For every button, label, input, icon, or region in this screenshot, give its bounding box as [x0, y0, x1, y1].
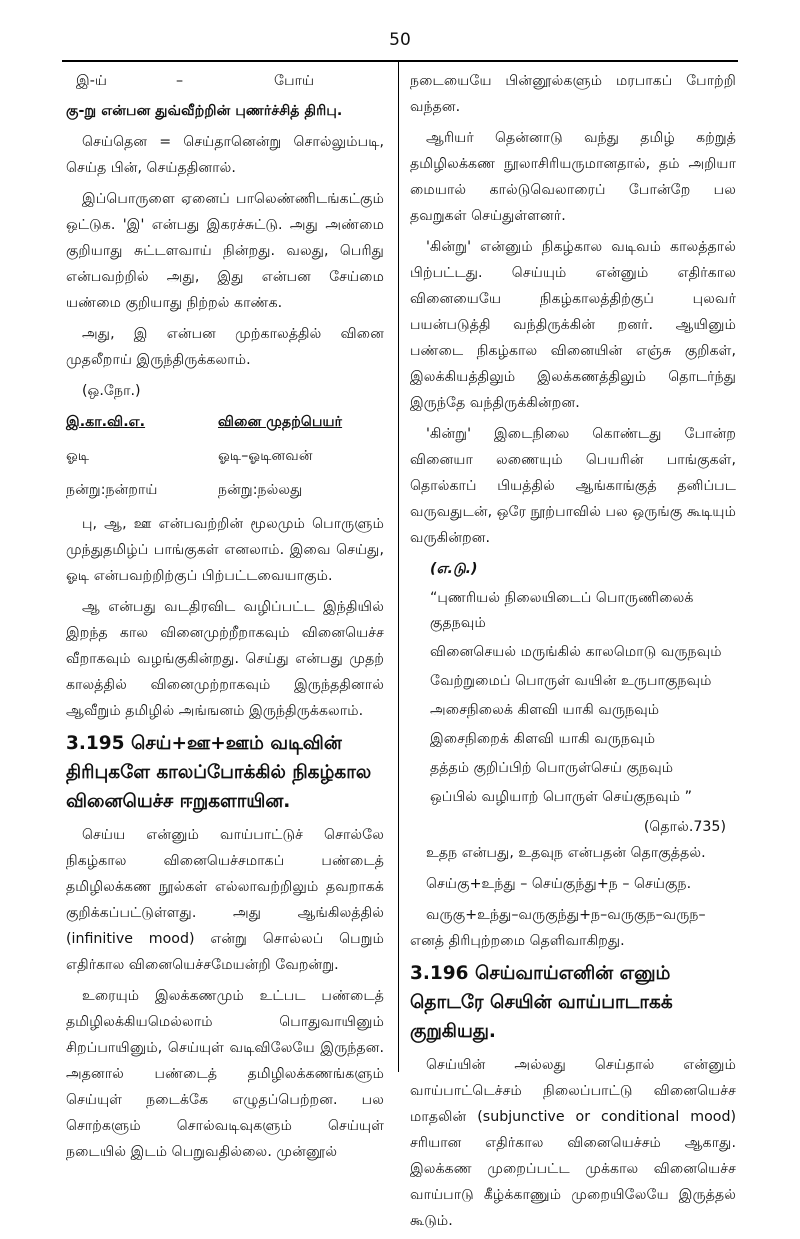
- verse-line: அசைநிலைக் கிளவி யாகி வருநவும்: [430, 702, 660, 718]
- paragraph: ஆரியர் தென்னாடு வந்து தமிழ் கற்றுத் தமிழிலக்கண நூலாசிரியருமானதால், தம் அறியா மையால் கால்டுவெலாரைப் போன்றே பல தவறுகள் செய்துள்ளனர்.: [410, 130, 736, 224]
- paragraph: உரையும் இலக்கணமும் உட்பட பண்டைத் தமிழிலக்கியமெல்லாம் பொதுவாயினும் சிறப்பாயினும், செய்யுள் வடிவிலேயே இருந்தன. அதனால் பண்டைத் தமிழிலக்கணங்களும் செய்யுள் நடைக்கே எழுதப்பெற்றன. பல சொற்களும் சொல்வடிவுகளும் செய்யுள் நடையில் இடம் பெறுவதில்லை. முன்னூல்: [66, 988, 384, 1160]
- header-rule: [62, 60, 738, 62]
- verse-line: தத்தம் குறிப்பிற் பொருள்செய் குநவும்: [430, 760, 674, 776]
- section-heading: 3.196 செய்வாய்எனின் எனும் தொடரே செயின் வாய்பாடாகக் குறுகியது.: [410, 963, 673, 1042]
- paragraph: கு-று என்பன துவ்வீற்றின் புணர்ச்சித் திரிபு.: [66, 103, 343, 119]
- example-form: இ-ய்: [76, 73, 108, 89]
- citation: (தொல்.735): [643, 819, 726, 835]
- paragraph: செய்தென = செய்தானென்று சொல்லும்படி, செய்த பின், செய்ததினால்.: [66, 134, 384, 176]
- paragraph: 'கின்று' இடைநிலை கொண்டது போன்ற வினையா லணையும் பெயரின் பாங்குகள், தொல்காப் பியத்தில் ஆங்காங்குத் தனிப்பட வருவதுடன், ஒரே நூற்பாவில் பல ஒருங்கு கூடியும் வருகின்றன.: [410, 426, 736, 546]
- right-column: [410, 68, 736, 1239]
- verse-line: வினைசெயல் மருங்கில் காலமொடு வருநவும்: [430, 644, 722, 660]
- verse-line: ஒப்பில் வழியாற் பொருள் செய்குநவும் ”: [430, 789, 692, 805]
- paragraph: செய்ய என்னும் வாய்பாட்டுச் சொல்லே நிகழ்கால வினையெச்சமாகப் பண்டைத் தமிழிலக்கண நூல்கள் எல்லாவற்றிலும் தவறாகக் குறிக்கப்பட்டுள்ளது. அது ஆங்கிலத்தில் (infinitive mood) என்று சொல்லப் பெறும் எதிர்கால வினையெச்சமேயன்றி வேறன்று.: [66, 827, 384, 973]
- paragraph: செய்கு+உந்து – செய்குந்து+ந – செய்குந.: [426, 876, 692, 892]
- table-cell: நன்று:நல்லது: [218, 482, 303, 498]
- example-dash: –: [176, 73, 184, 89]
- table-cell: ஓடி: [66, 448, 90, 464]
- column-divider: [398, 62, 399, 1072]
- table-cell: ஓடி–ஓடினவன்: [218, 448, 313, 464]
- table-header-cell: வினை முதற்பெயர்: [218, 414, 343, 430]
- table-header: [66, 409, 384, 435]
- left-column: [66, 68, 384, 1170]
- table-row: [66, 443, 384, 469]
- verse-quote: [410, 586, 736, 810]
- paragraph: வருகு+உந்து–வருகுந்து+ந–வருகுந–வருந– எனத் திரிபுற்றமை தெளிவாகிறது.: [410, 907, 706, 949]
- section-heading: 3.195 செய்+ஊ+ஊம் வடிவின் திரிபுகளே காலப்போக்கில் நிகழ்கால வினையெச்ச ஈறுகளாயின.: [66, 733, 372, 812]
- paragraph: அது, இ என்பன முற்காலத்தில் வினை முதலீறாய் இருந்திருக்கலாம்.: [66, 326, 384, 368]
- table-cell: நன்று:நன்றாய்: [66, 482, 158, 498]
- verse-line: “புணரியல் நிலையிடைப் பொருணிலைக் குதநவும்: [430, 590, 694, 631]
- paragraph: 'கின்று' என்னும் நிகழ்கால வடிவம் காலத்தால் பிற்பட்டது. செய்யும் என்னும் எதிர்கால வினையையே நிகழ்காலத்திற்குப் புலவர் பயன்படுத்தி வந்திருக்கின் றனர். ஆயினும் பண்டை நிகழ்கால வினையின் எஞ்சு குறிகள், இலக்கியத்திலும் இலக்கணத்திலும் தொடர்ந்து இருந்தே வந்திருக்கின்றன.: [410, 239, 736, 411]
- paragraph: ஆ என்பது வடதிரவிட வழிப்பட்ட இந்தியில் இறந்த கால வினைமுற்றீறாகவும் வினையெச்ச வீறாகவும் வழங்குகின்றது. செய்து என்பது முதற் காலத்தில் வினைமுற்றாகவும் இருந்ததினால் ஆவீறும் தமிழில் அங்ஙனம் இருந்திருக்கலாம்.: [66, 599, 384, 719]
- table-row: [66, 477, 384, 503]
- comparison-note: (ஒ.நோ.): [82, 383, 141, 399]
- example-line: [66, 68, 384, 94]
- table-header-cell: இ.கா.வி.எ.: [66, 414, 146, 430]
- verse-line: வேற்றுமைப் பொருள் வயின் உருபாகுநவும்: [430, 673, 712, 689]
- page-number: 50: [389, 30, 411, 50]
- example-label: (எ.டு.): [430, 561, 478, 577]
- verse-line: இசைநிறைக் கிளவி யாகி வருநவும்: [430, 731, 656, 747]
- paragraph: நடையையே பின்னூல்களும் மரபாகப் போற்றி வந்தன.: [410, 73, 736, 115]
- example-result: போய்: [274, 73, 315, 89]
- paragraph: செய்யின் அல்லது செய்தால் என்னும் வாய்பாட்டெச்சம் நிலைப்பாட்டு வினையெச்ச மாதலின் (subjunctive or conditional mood) சரியான எதிர்கால வினையெச்சம் ஆகாது. இலக்கண முறைப்பட்ட முக்கால வினையெச்ச வாய்பாடு கீழ்க்காணும் முறையிலேயே இருத்தல் கூடும்.: [410, 1057, 736, 1229]
- paragraph: பு, ஆ, ஊ என்பவற்றின் மூலமும் பொருளும் முந்துதமிழ்ப் பாங்குகள் எனலாம். இவை செய்து, ஓடி என்பவற்றிற்குப் பிற்பட்டவையாகும்.: [66, 516, 384, 584]
- paragraph: உதந என்பது, உதவுந என்பதன் தொகுத்தல்.: [426, 845, 706, 861]
- paragraph: இப்பொருளை ஏனைப் பாலெண்ணிடங்கட்கும் ஒட்டுக. 'இ' என்பது இகரச்சுட்டு. அது அண்மை குறியாது சுட்டளவாய் நின்றது. வலது, பெரிது என்பவற்றில் அது, இது என்பன சேய்மை யண்மை குறியாது நிற்றல் காண்க.: [66, 191, 384, 311]
